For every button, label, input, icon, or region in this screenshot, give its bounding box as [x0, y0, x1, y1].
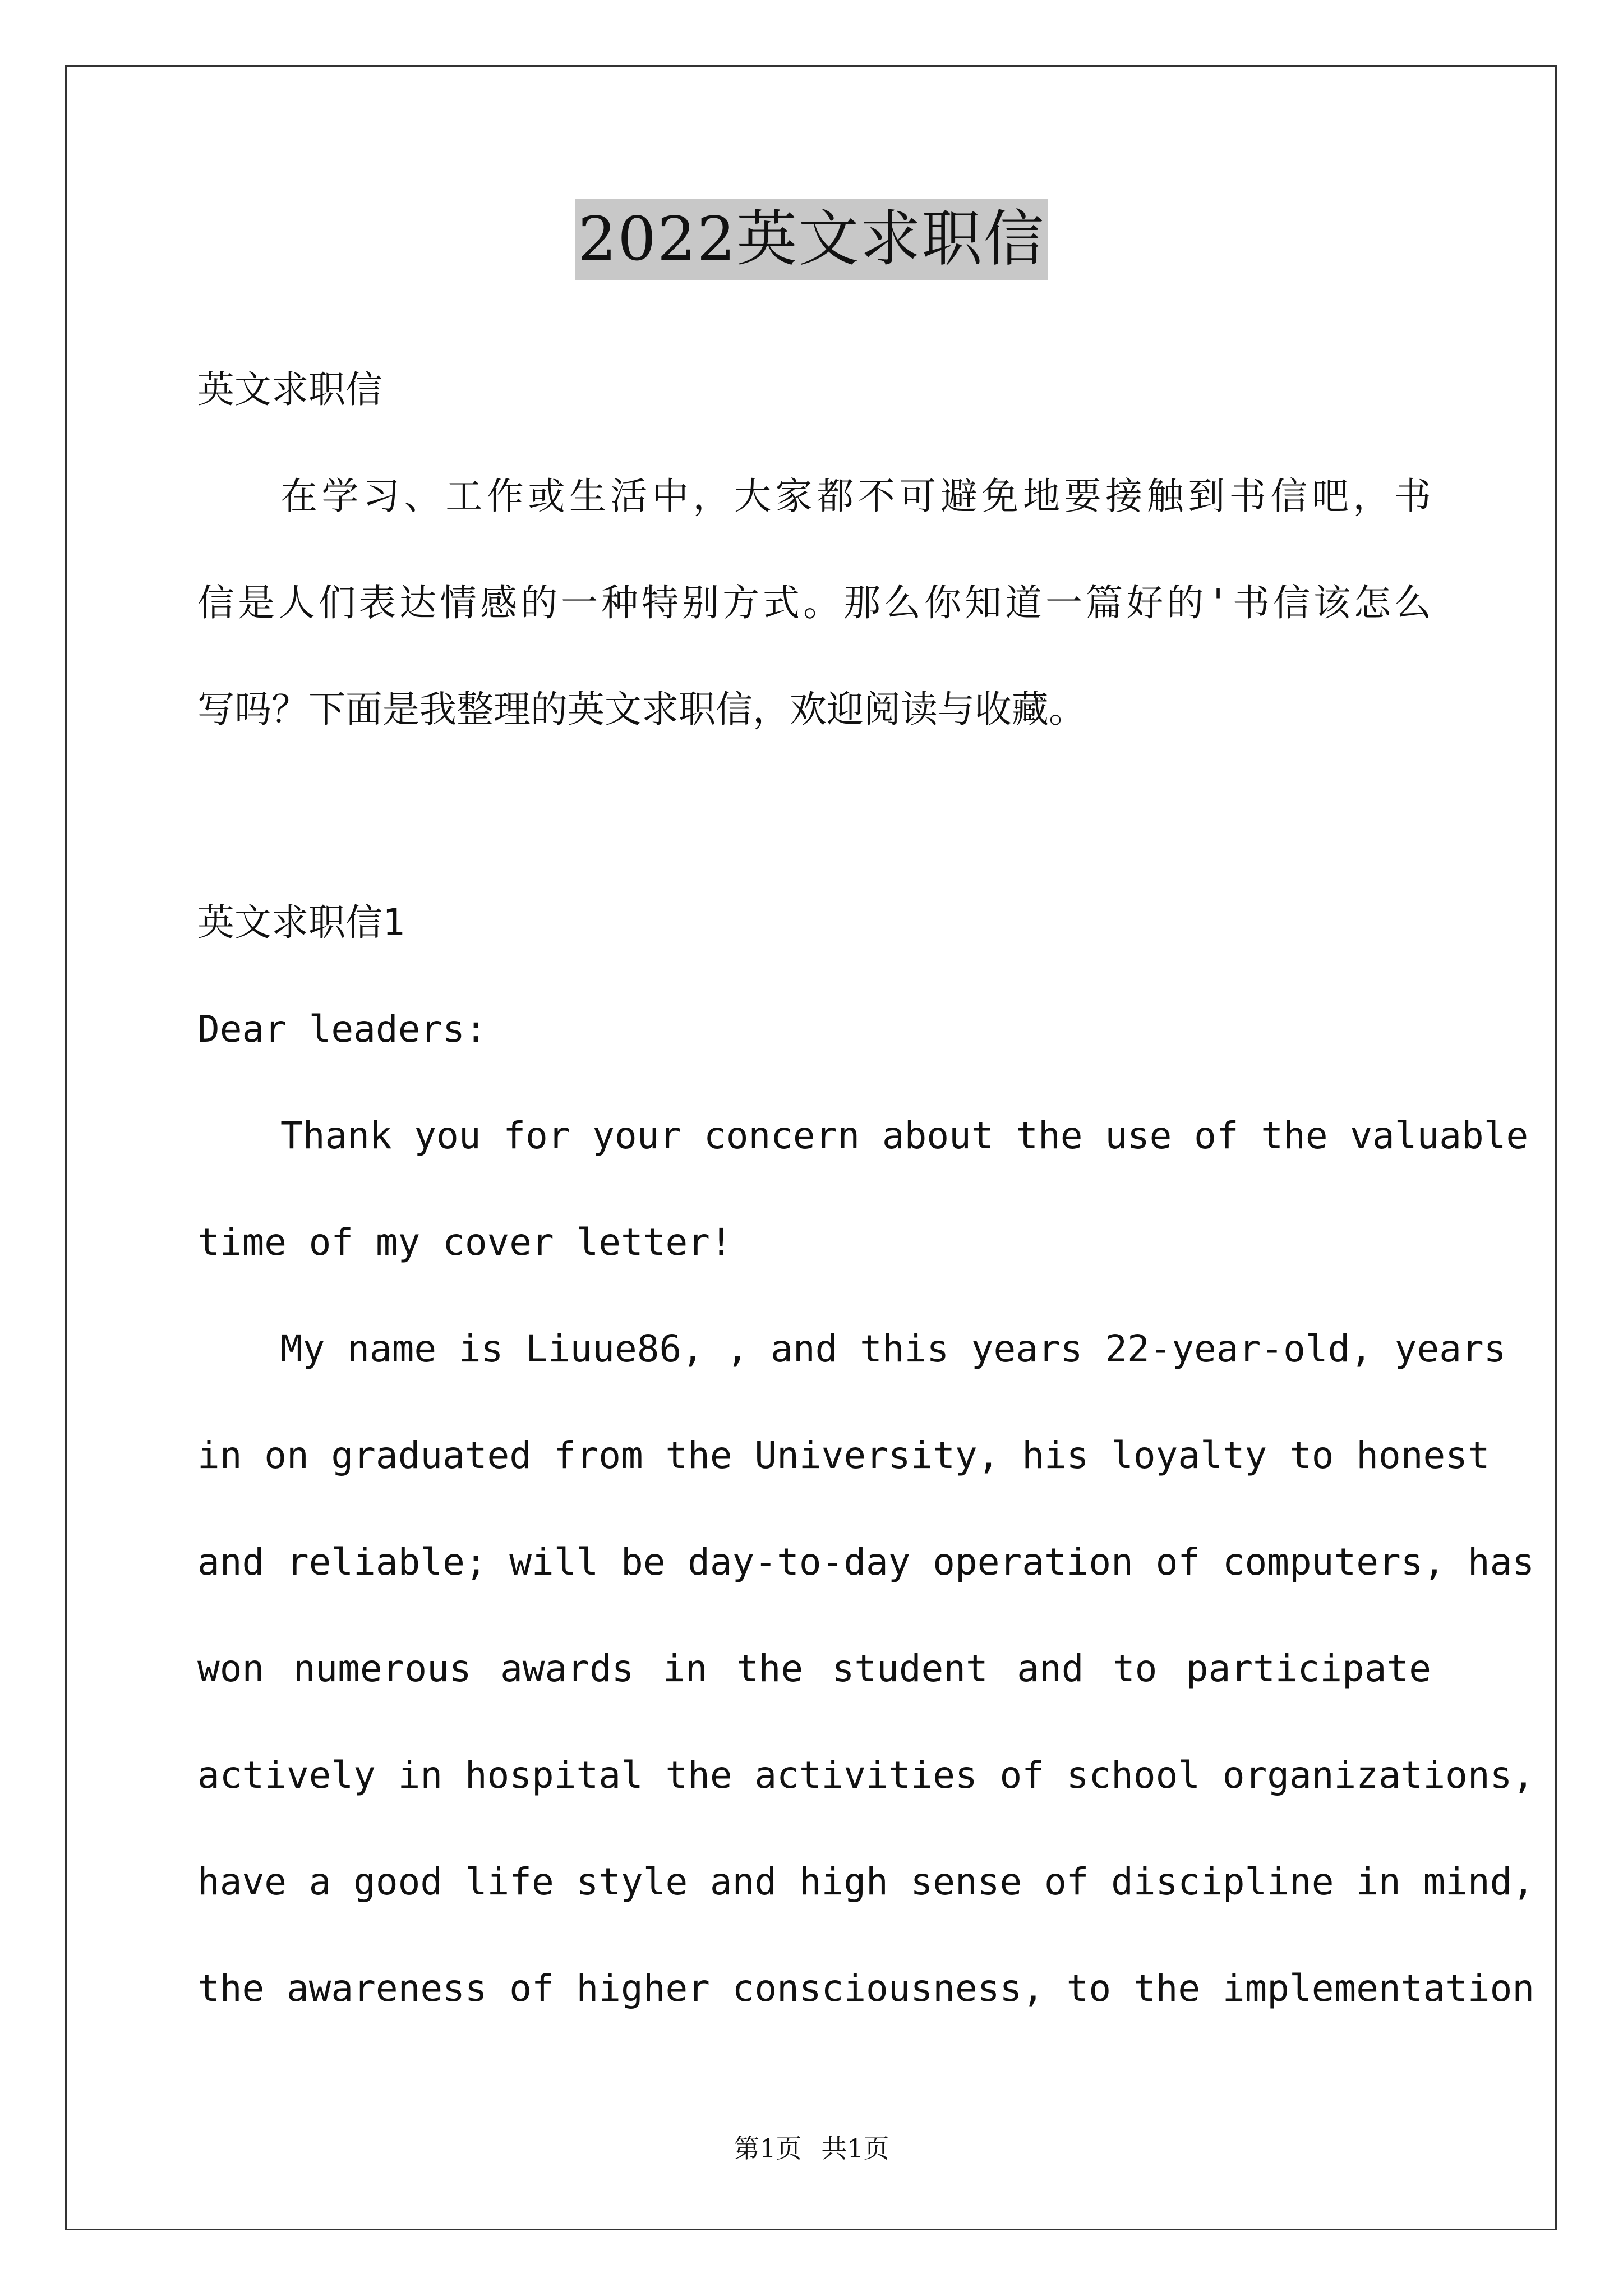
page-total: 共1页 — [821, 2133, 889, 2164]
salutation: Dear leaders: — [197, 1007, 487, 1051]
body-line-13: won numerous awards in the student and to participate — [197, 1647, 1431, 1690]
body-line-4: 写吗？下面是我整理的英文求职信，欢迎阅读与收藏。 — [197, 688, 1086, 731]
page-footer — [0, 2132, 1623, 2165]
body-line-16: the awareness of higher consciousness, to the implementation — [197, 1967, 1535, 2010]
body-line-3: 信是人们表达情感的一种特别方式。那么你知道一篇好的'书信该怎么 — [197, 581, 1431, 624]
body-line-14: actively in hospital the activities of school organizations, — [197, 1754, 1535, 1797]
document-title: 2022英文求职信 — [575, 199, 1049, 280]
title-container — [0, 199, 1623, 280]
body-line-1: 英文求职信 — [197, 368, 382, 411]
section-heading: 英文求职信1 — [197, 901, 405, 944]
body-line-8: Thank you for your concern about the use of the valuable — [280, 1114, 1529, 1157]
document-body — [197, 337, 1535, 2042]
body-line-2: 在学习、工作或生活中，大家都不可避免地要接触到书信吧，书 — [280, 475, 1431, 518]
body-line-15: have a good life style and high sense of discipline in mind, — [197, 1860, 1535, 1903]
body-line-12: and reliable; will be day-to-day operation of computers, has — [197, 1540, 1535, 1584]
page-number: 第1页 — [734, 2133, 802, 2164]
body-line-9: time of my cover letter! — [197, 1221, 732, 1264]
body-line-10: My name is Liuue86, , and this years 22-year-old, years — [280, 1327, 1506, 1370]
body-line-11: in on graduated from the University, his loyalty to honest — [197, 1434, 1490, 1477]
paragraph-spacer — [197, 763, 1431, 869]
